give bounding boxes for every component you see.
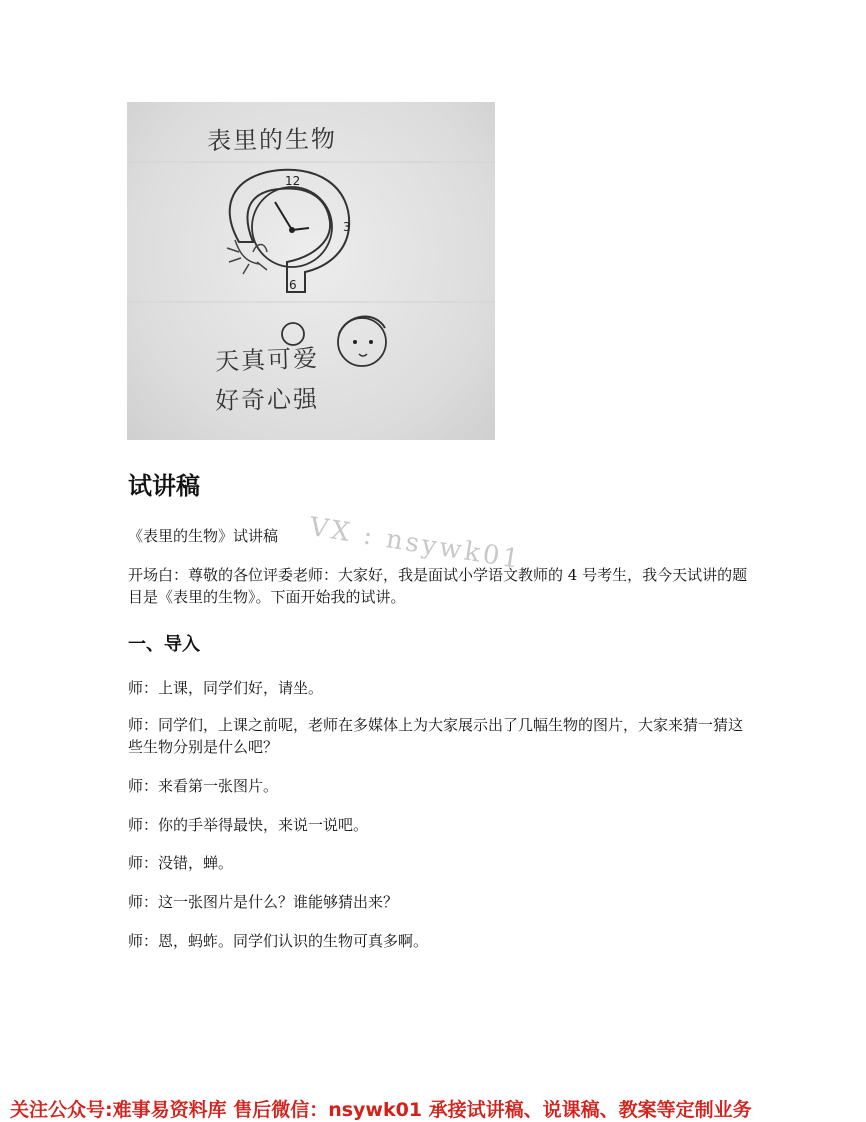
dialogue-line: 师：上课，同学们好，请坐。 xyxy=(128,679,324,697)
clock-mark-12: 12 xyxy=(285,174,301,188)
page-title: 试讲稿 xyxy=(128,472,200,500)
dialogue-line: 师：你的手举得最快，来说一说吧。 xyxy=(128,816,369,834)
section-heading-intro: 一、导入 xyxy=(128,634,200,655)
sketch-caption-line1: 天真可爱 xyxy=(214,344,320,376)
blackboard-sketch-image xyxy=(127,102,495,440)
dialogue-line: 师：恩，蚂蚱。同学们认识的生物可真多啊。 xyxy=(128,932,429,950)
dialogue-line: 师：这一张图片是什么？谁能够猜出来？ xyxy=(128,893,399,911)
footer-banner: 关注公众号:难事易资料库 售后微信：nsywk01 承接试讲稿、说课稿、教案等定制业务 xyxy=(10,1099,752,1121)
opening-paragraph: 开场白：尊敬的各位评委老师：大家好，我是面试小学语文教师的 4 号考生，我今天试讲的题目是《表里的生物》。下面开始我的试讲。 xyxy=(128,566,748,606)
dialogue-line: 师：来看第一张图片。 xyxy=(128,777,279,795)
dialogue-line: 师：没错，蝉。 xyxy=(128,854,234,872)
sketch-title: 表里的生物 xyxy=(206,124,338,156)
watermark: VX : nsywk01 xyxy=(307,512,524,576)
sketch-caption-line2: 好奇心强 xyxy=(214,385,320,415)
clock-mark-3: 3 xyxy=(343,220,351,234)
clock-mark-6: 6 xyxy=(289,278,297,292)
lesson-title-line: 《表里的生物》试讲稿 xyxy=(128,527,279,545)
dialogue-line: 师：同学们，上课之前呢，老师在多媒体上为大家展示出了几幅生物的图片，大家来猜一猜这些生物分别是什么吧？ xyxy=(128,716,744,756)
